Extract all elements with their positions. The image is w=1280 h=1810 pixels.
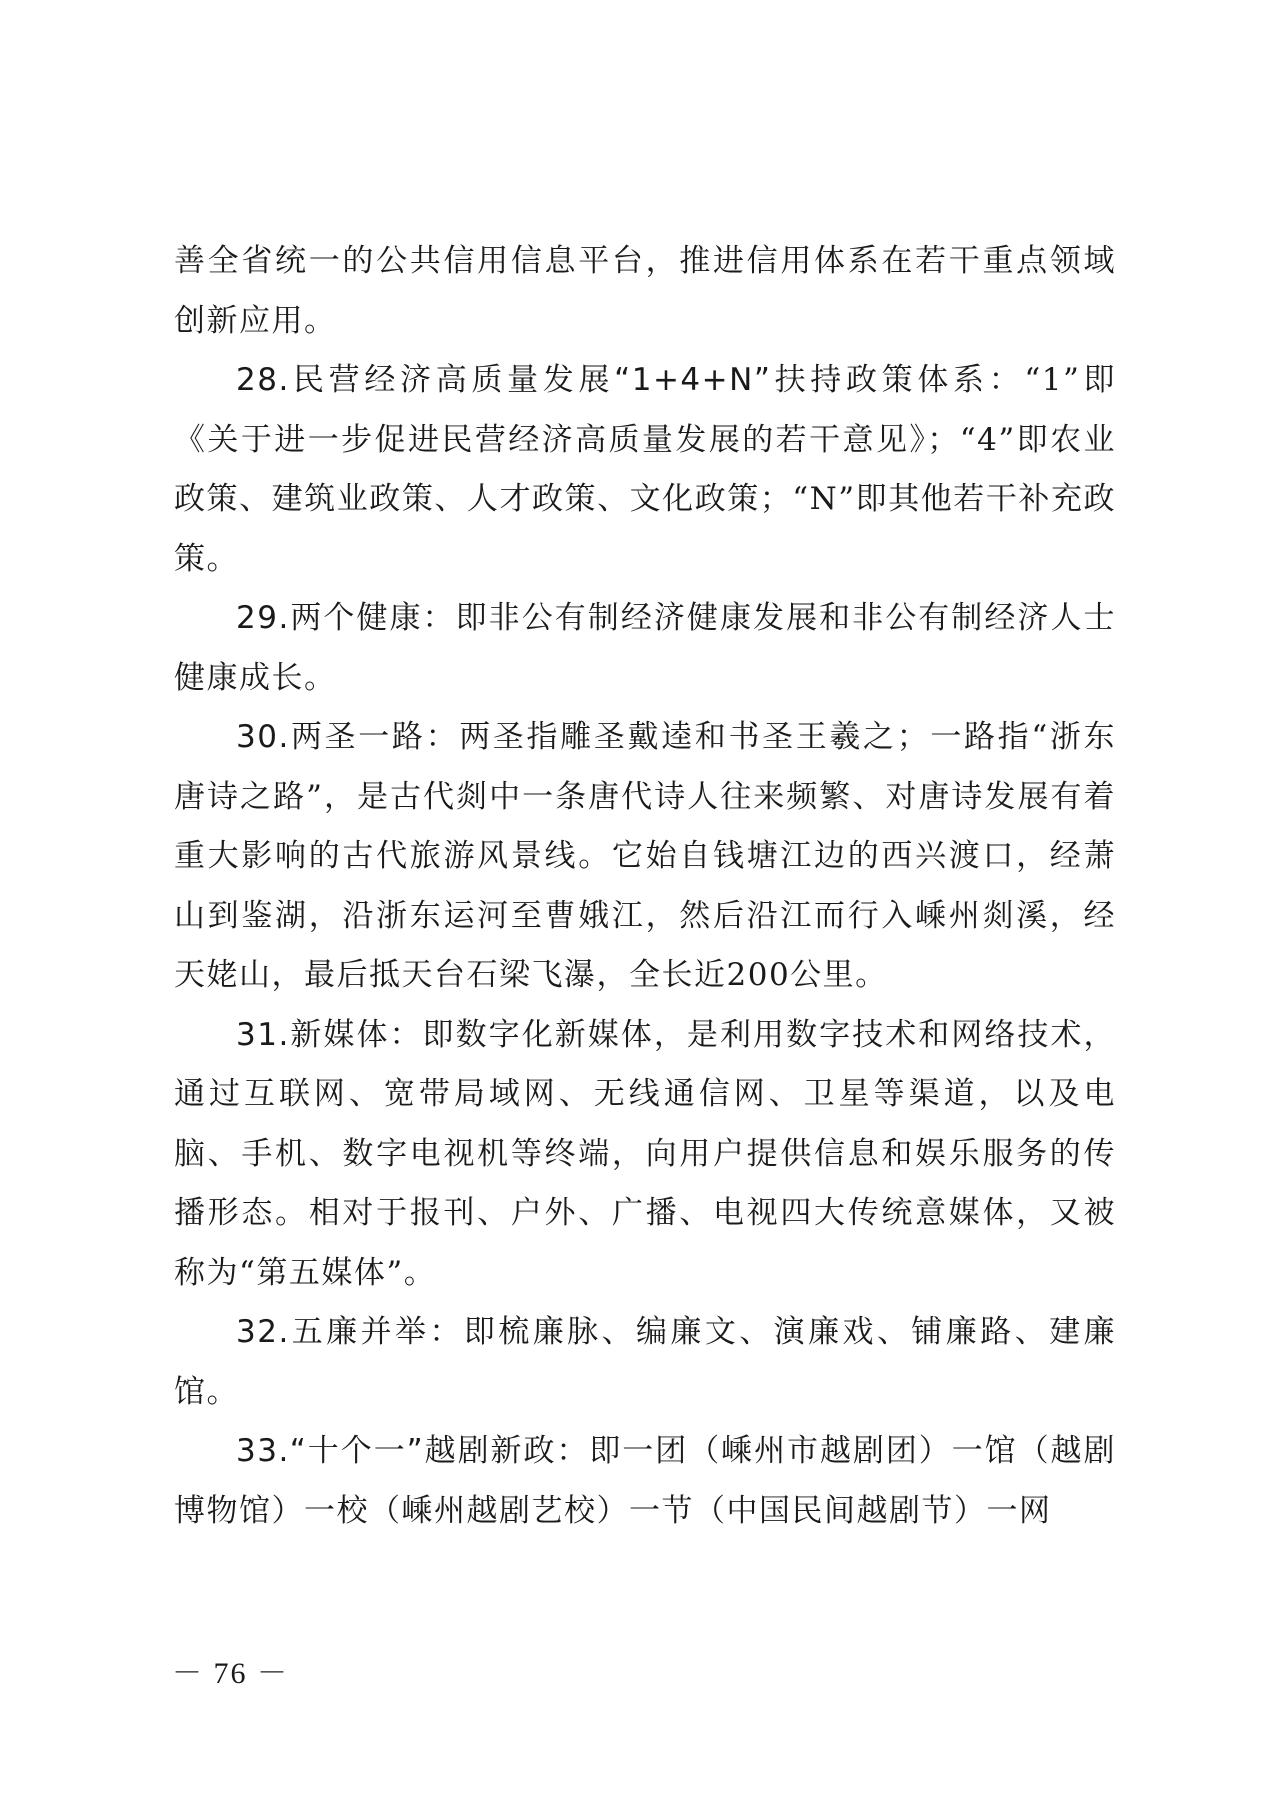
item-text: 即一团（嵊州市越剧团）一馆（越剧博物馆）一校（嵊州越剧艺校）一节（中国民间越剧节）一网 <box>174 1433 1117 1529</box>
paragraph-text: 善全省统一的公共信用信息平台，推进信用体系在若干重点领域创新应用。 <box>174 243 1116 339</box>
item-text: 即数字化新媒体，是利用数字技术和网络技术，通过互联网、宽带局域网、无线通信网、卫星等渠道，以及电脑、手机、数字电视机等终端，向用户提供信息和娱乐服务的传播形态。相对于报刊、户外、广播、电视四大传统意媒体，又被称为“第五媒体”。 <box>174 1016 1116 1291</box>
item-text: “1”即《关于进一步促进民营经济高质量发展的若干意见》；“4”即农业政策、建筑业政策、人才政策、文化政策；“N”即其他若干补充政策。 <box>174 362 1116 577</box>
item-term: 32.五廉并举： <box>236 1314 464 1350</box>
paragraph-item-28 <box>174 351 1116 589</box>
item-text: 两圣指雕圣戴逵和书圣王羲之；一路指“浙东唐诗之路”，是古代剡中一条唐代诗人往来频繁、对唐诗发展有着重大影响的古代旅游风景线。它始自钱塘江边的西兴渡口，经萧山到鉴湖，沿浙东运河至曹娥江，然后沿江而行入嵊州剡溪，经天姥山，最后抵天台石梁飞瀑，全长近200公里。 <box>174 719 1116 993</box>
item-term: 28.民营经济高质量发展“1+4+N”扶持政策体系： <box>236 362 1025 398</box>
paragraph-item-32 <box>174 1303 1116 1422</box>
page-number: － 76 － <box>172 1657 289 1690</box>
item-text: 即非公有制经济健康发展和非公有制经济人士健康成长。 <box>174 600 1116 696</box>
paragraph-item-29 <box>174 589 1116 708</box>
paragraph-item-31 <box>174 1006 1116 1304</box>
item-term: 30.两圣一路： <box>236 719 460 755</box>
paragraph-item-30 <box>174 708 1116 1006</box>
item-term: 31.新媒体： <box>236 1016 423 1053</box>
paragraph-continuation <box>174 232 1116 351</box>
item-term: 29.两个健康： <box>236 600 456 636</box>
item-term: 33.“十个一”越剧新政： <box>236 1433 590 1469</box>
item-text: 即梳廉脉、编廉文、演廉戏、铺廉路、建廉馆。 <box>174 1314 1116 1410</box>
paragraph-item-33 <box>174 1422 1116 1541</box>
page-body <box>174 232 1116 1541</box>
